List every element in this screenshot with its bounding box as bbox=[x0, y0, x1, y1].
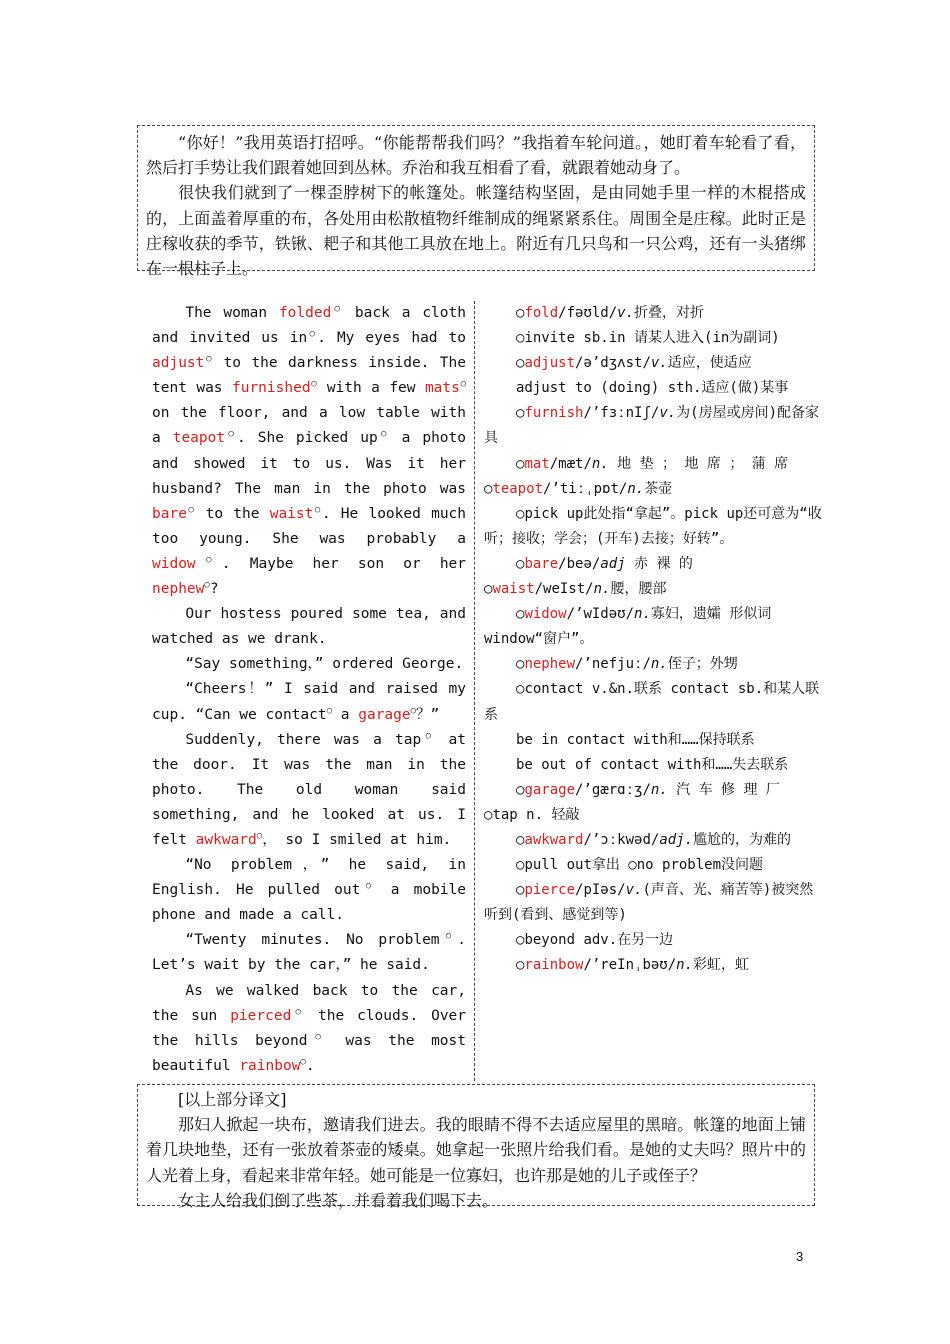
vocab-entry: ○furnish/’fɜːnIʃ/v.为(房屋或房间)配备家具 bbox=[484, 405, 820, 447]
vocab-word-mats: mats bbox=[424, 380, 460, 397]
vocab-word-rainbow: rainbow bbox=[239, 1057, 301, 1074]
vocab-entry: ○bare/beə/adj 赤 裸 的 bbox=[516, 555, 693, 572]
story-paragraph: “Say something，” ordered George. bbox=[185, 656, 464, 673]
vocab-entry: ○rainbow/’reInˌbəʊ/n.彩虹，虹 bbox=[516, 957, 750, 974]
vocab-word-pierced: pierced bbox=[230, 1007, 292, 1024]
story-paragraph: Suddenly, there was a tap○ at the door. It was the man in the photo. The old woman said something, and he looked at us. I felt awkward○， so I smiled at him. bbox=[152, 730, 466, 848]
vocab-entry: ○nephew/’nefjuː/n.侄子；外甥 bbox=[516, 656, 738, 673]
translation-label: [以上部分译文] bbox=[178, 1090, 287, 1109]
translation-box-top bbox=[137, 125, 815, 279]
vocab-word-folded: folded bbox=[278, 305, 332, 321]
story-paragraph: “Cheers！” I said and raised my cup. “Can we contact○ a garage○？” bbox=[152, 681, 466, 723]
vocab-entry: ○waist/weIst/n.腰，腰部 bbox=[484, 581, 667, 598]
vocab-word-widow: widow bbox=[152, 555, 196, 572]
story-paragraph: Our hostess poured some tea, and watched as we drank. bbox=[152, 606, 466, 648]
paragraph: “你好！”我用英语打招呼。“你能帮帮我们吗？”我指着车轮问道。，她盯着车轮看了看，然后打手势让我们跟着她回到丛林。乔治和我互相看了看，就跟着她动身了。 bbox=[146, 133, 806, 178]
vocab-entry: ○awkward/’ɔːkwəd/adj.尴尬的，为难的 bbox=[516, 831, 792, 848]
vocab-word-nephew: nephew bbox=[152, 581, 205, 598]
vocab-entry: be out of contact with和……失去联系 bbox=[516, 756, 789, 773]
vocab-word-adjust: adjust bbox=[152, 355, 205, 372]
story-paragraph: “Twenty minutes. No problem○. Let’s wait by the car，” he said. bbox=[152, 931, 467, 974]
vocab-word-teapot: teapot bbox=[172, 430, 226, 447]
paragraph: 女主人给我们倒了些茶，并看着我们喝下去。 bbox=[178, 1190, 499, 1210]
vocab-entry: ○teapot/’tiːˌpɒt/n.茶壶 bbox=[484, 480, 673, 497]
vocab-entry: ○tap n. 轻敲 bbox=[484, 806, 580, 823]
vocab-entry: ○pick up此处指“拿起”。pick up还可意为“收听；接收；学会；(开车)去接；好转”。 bbox=[484, 505, 822, 547]
paragraph: 很快我们就到了一棵歪脖树下的帐篷处。帐篷结构坚固，是由同她手里一样的木棍搭成的，上面盖着厚重的布，各处用由松散植物纤维制成的绳紧紧系住。周围全是庄稼。此时正是庄稼收获的季节，铁锹、耙子和其他工具放在地上。附近有几只鸟和一只公鸡，还有一头猪绑在一根柱子上。 bbox=[146, 183, 806, 279]
vocab-entry: ○mat/mæt/n. 地 垫 ； 地 席 ； 蒲 席 bbox=[516, 455, 789, 472]
page-number: 3 bbox=[796, 1249, 804, 1264]
vocab-word-bare: bare bbox=[152, 505, 187, 522]
vocab-entry: ○invite sb.in 请某人进入(in为副词) bbox=[516, 330, 780, 347]
vocab-entry: ○garage/’gærɑːʒ/n. 汽 车 修 理 厂 bbox=[516, 781, 780, 798]
vocab-word-furnished: furnished bbox=[231, 380, 311, 397]
story-paragraph: “No problem，” he said, in English. He pulled out○ a mobile phone and made a call. bbox=[152, 857, 467, 924]
vocab-entry: ○pierce/pIəs/v.(声音、光、痛苦等)被突然听到(看到、感觉到等) bbox=[484, 882, 814, 924]
vocab-entry: ○beyond adv.在另一边 bbox=[516, 932, 674, 949]
story-paragraph: As we walked back to the car, the sun pierced○ the clouds. Over the hills beyond○ was the most beautiful rainbow○. bbox=[152, 982, 467, 1074]
vocab-word-garage: garage bbox=[358, 706, 411, 723]
vocab-word-waist: waist bbox=[269, 505, 314, 522]
story-column bbox=[152, 301, 466, 1079]
vocab-entry: adjust to (doing) sth.适应(做)某事 bbox=[516, 380, 789, 397]
column-divider bbox=[474, 301, 475, 1081]
vocab-column bbox=[484, 301, 826, 979]
vocab-entry: ○fold/fəʊld/v.折叠，对折 bbox=[516, 305, 705, 321]
vocab-entry: ○adjust/ə’dʒʌst/v.适应，使适应 bbox=[516, 355, 752, 372]
story-paragraph: The woman folded○ back a cloth and invited us in○. My eyes had to adjust○ to the darkness inside. The tent was furnished○ with a few mats○ on the floor, and a low table with a teapot○. She picked up○ a photo and showed it to us. Was it her husband? The man in the photo was bare○ to the waist○. He looked much too young. She was probably a widow○. Maybe her son or her nephew○? bbox=[152, 304, 467, 598]
vocab-word-awkward: awkward bbox=[195, 831, 257, 848]
vocab-entry: ○contact v.&n.联系 contact sb.和某人联系 bbox=[484, 681, 820, 723]
translation-box-bottom bbox=[137, 1084, 815, 1210]
paragraph: 那妇人掀起一块布，邀请我们进去。我的眼睛不得不去适应屋里的黑暗。帐篷的地面上铺着几块地垫，还有一张放着茶壶的矮桌。她拿起一张照片给我们看。是她的丈夫吗？照片中的人光着上身，看起来非常年轻。她可能是一位寡妇，也许那是她的儿子或侄子？ bbox=[146, 1115, 806, 1185]
vocab-entry: ○widow/’wIdəʊ/n.寡妇，遗孀 形似词 window“窗户”。 bbox=[484, 606, 772, 648]
vocab-entry: ○pull out拿出 ○no problem没问题 bbox=[516, 857, 764, 874]
vocab-entry: be in contact with和……保持联系 bbox=[516, 731, 755, 748]
